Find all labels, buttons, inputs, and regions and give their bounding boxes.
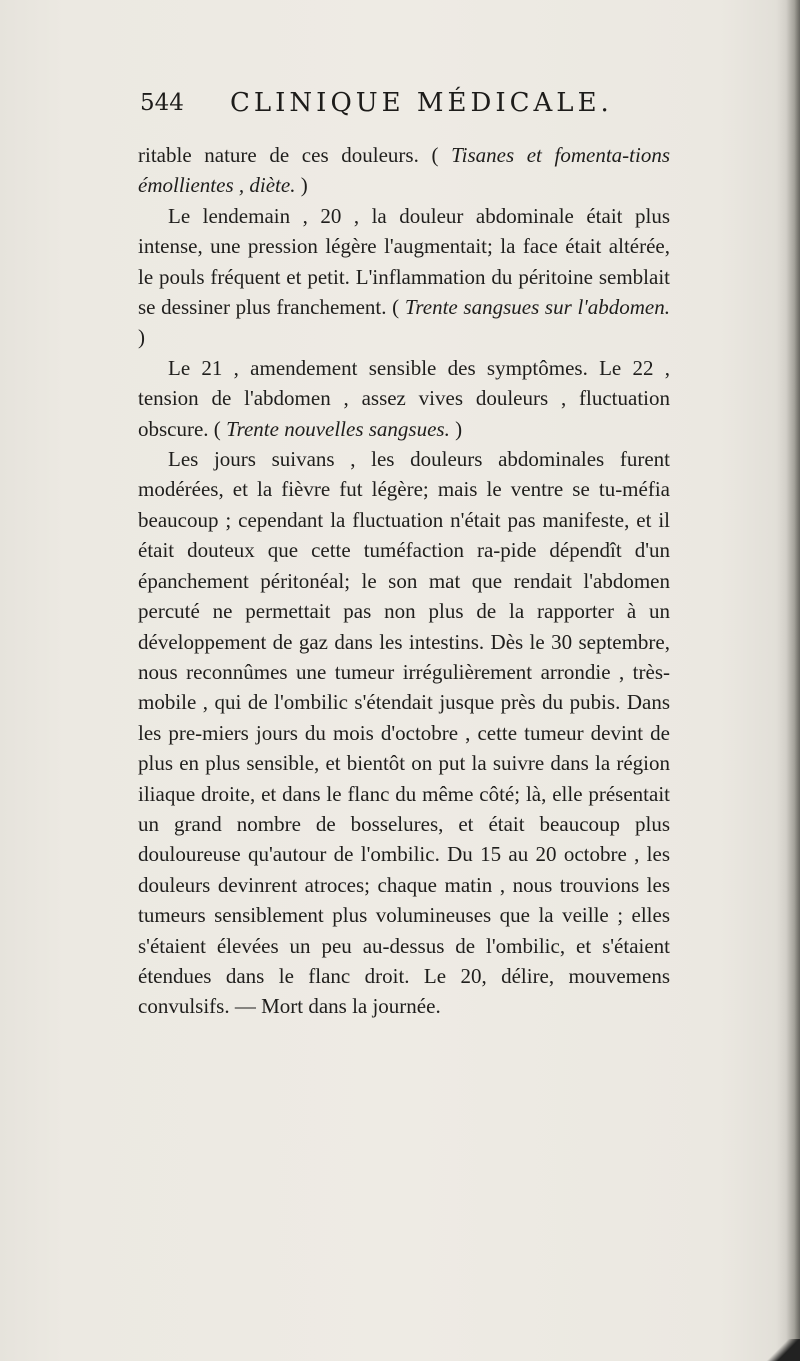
page-header — [140, 84, 660, 124]
body-text — [138, 140, 670, 1022]
paragraph-4-text: Les jours suivans , les douleurs abdominales furent modérées, et la fièvre fut légère; mais le ventre se tu-méfia beaucoup ; cependant la fluctuation n'était pas manifeste, et il était douteux que cette tuméfaction ra-pide dépendît d'un épanchement péritonéal; le son mat que rendait l'abdomen percuté ne permettait pas non plus de la rapporter à un développement de gaz dans les intestins. Dès le 30 septembre, nous reconnûmes une tumeur irrégulièrement arrondie , très-mobile , qui de l'ombilic s'étendait jusque près du pubis. Dans les pre-miers jours du mois d'octobre , cette tumeur devint de plus en plus sensible, et bientôt on put la suivre dans la région iliaque droite, et dans le flanc du même côté; là, elle présentait un grand nombre de bosselures, et était beaucoup plus douloureuse qu'autour de l'ombilic. Du 15 au 20 octobre , les douleurs devinrent atroces; chaque matin , nous trouvions les tumeurs sensiblement plus volumineuses que la veille ; elles s'étaient élevées un peu au-dessus de l'ombilic, et s'étaient étendues dans le flanc droit. Le 20, délire, mouvemens convulsifs. — Mort dans la journée. — [138, 447, 670, 1019]
paragraph-3-text: Le 21 , amendement sensible des symptômes. Le 22 , tension de l'abdomen , assez vives douleurs , fluctuation obscure. ( — [138, 355, 670, 441]
paragraph-1 — [138, 140, 670, 201]
paragraph-2 — [138, 201, 670, 353]
scan-corner-mark — [766, 1339, 800, 1361]
paragraph-1-italic-note: Tisanes et fomenta-tions émollientes , diète. — [138, 143, 671, 198]
page-edge-shadow — [786, 0, 800, 1361]
paragraph-2-italic-note: Trente sangsues sur l'abdomen. — [404, 295, 671, 320]
paragraph-1-close: ) — [295, 173, 308, 198]
paragraph-1-text: ritable nature de ces douleurs. ( — [138, 143, 439, 167]
paragraph-2-close: ) — [138, 325, 145, 350]
paragraph-3-italic-note: Trente nouvelles sangsues. — [226, 416, 450, 441]
running-title: CLINIQUE MÉDICALE. — [230, 88, 613, 118]
paragraph-4 — [138, 444, 670, 1022]
paragraph-3-close: ) — [449, 416, 463, 441]
paragraph-2-text: Le lendemain , 20 , la douleur abdominale était plus intense, une pression légère l'augmentait; la face était altérée, le pouls fréquent et petit. L'inflammation du péritoine semblait se dessiner plus franchement. ( — [138, 203, 670, 320]
paragraph-3 — [138, 353, 670, 444]
page-number: 544 — [140, 90, 184, 116]
